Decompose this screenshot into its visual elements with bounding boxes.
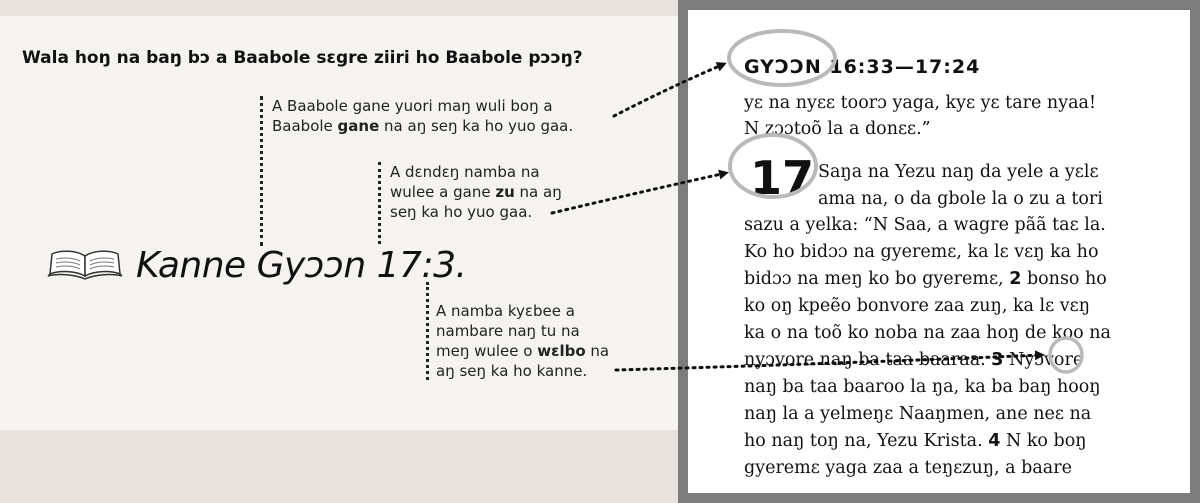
reference-text: Kanne Gyɔɔn 17:3. — [136, 244, 467, 286]
note-verse-number — [436, 301, 646, 381]
scripture-reference — [46, 240, 466, 290]
verse-line: nyɔvore naŋ ba taa baaraa. 3 Nyɔvore — [744, 350, 1084, 370]
note-3-line-1: A namba kyɛbee a — [436, 302, 575, 320]
verse-line: ka o na toõ ko noba na zaa hoŋ de koo na — [744, 323, 1111, 343]
verse-line: Ko ho bidɔɔ na gyeremɛ, ka lɛ vɛŋ ka ho — [744, 242, 1099, 262]
note-3-line-2: nambare naŋ tu na — [436, 322, 580, 340]
leader-line-1 — [260, 96, 263, 246]
verse-line: Saŋa na Yezu naŋ da yele a yɛlɛ — [818, 162, 1099, 182]
note-book-name — [272, 96, 632, 136]
verse-number: 2 — [1009, 269, 1022, 289]
note-chapter-number — [390, 162, 600, 222]
leader-line-3 — [426, 282, 429, 380]
verse-number: 3 — [991, 350, 1004, 370]
verse-line: ama na, o da gbole la o zu a tori — [818, 189, 1103, 209]
note-1-line-1: A Baabole gane yuori maŋ wuli boŋ a — [272, 97, 553, 115]
note-2-line-1: A dɛndɛŋ namba na — [390, 163, 540, 181]
verse-line: sazu a yelka: “N Saa, a wagre pãã taɛ la. — [744, 215, 1106, 235]
note-3-line-4: aŋ seŋ ka ho kanne. — [436, 362, 588, 380]
chapter-number: 17 — [750, 151, 815, 205]
bible-header — [744, 56, 980, 78]
verse-line: bidɔɔ na meŋ ko bo gyeremɛ, 2 bonso ho — [744, 269, 1107, 289]
open-book-icon — [46, 248, 124, 282]
note-1-line-2: Baabole gane na aŋ seŋ ka ho yuo gaa. — [272, 117, 574, 135]
verse-line: yɛ na nyɛɛ toorɔ yaga, kyɛ yɛ tare nyaa! — [744, 93, 1096, 113]
verse-line: ho naŋ toŋ na, Yezu Krista. 4 N ko boŋ — [744, 431, 1087, 451]
verse-line: naŋ ba taa baaroo la ŋa, ka ba baŋ hooŋ — [744, 377, 1101, 397]
chapter-verse-range: 16:33—17:24 — [829, 56, 981, 78]
bible-page — [678, 0, 1200, 503]
study-question: Wala hoŋ na baŋ bɔ a Baabole sɛgre ziiri ho Baabole pɔɔŋ? — [22, 48, 583, 68]
verse-number: 4 — [988, 431, 1001, 451]
verse-line: N zɔɔtoõ la a donɛɛ.” — [744, 119, 931, 139]
book-name: GYƆƆN — [744, 56, 822, 78]
leader-line-2 — [378, 162, 381, 244]
note-2-line-3: seŋ ka ho yuo gaa. — [390, 203, 533, 221]
note-2-line-2: wulee a gane zu na aŋ — [390, 183, 562, 201]
note-3-line-3: meŋ wulee o wɛlbo na — [436, 342, 610, 360]
verse-line: gyeremɛ yaga zaa a teŋɛzuŋ, a baare — [744, 458, 1072, 478]
verse-line: naŋ la a yelmeŋɛ Naaŋmen, ane neɛ na — [744, 404, 1092, 424]
verse-line: ko oŋ kpeẽo bonvore zaa zuŋ, ka lɛ vɛŋ — [744, 296, 1090, 316]
